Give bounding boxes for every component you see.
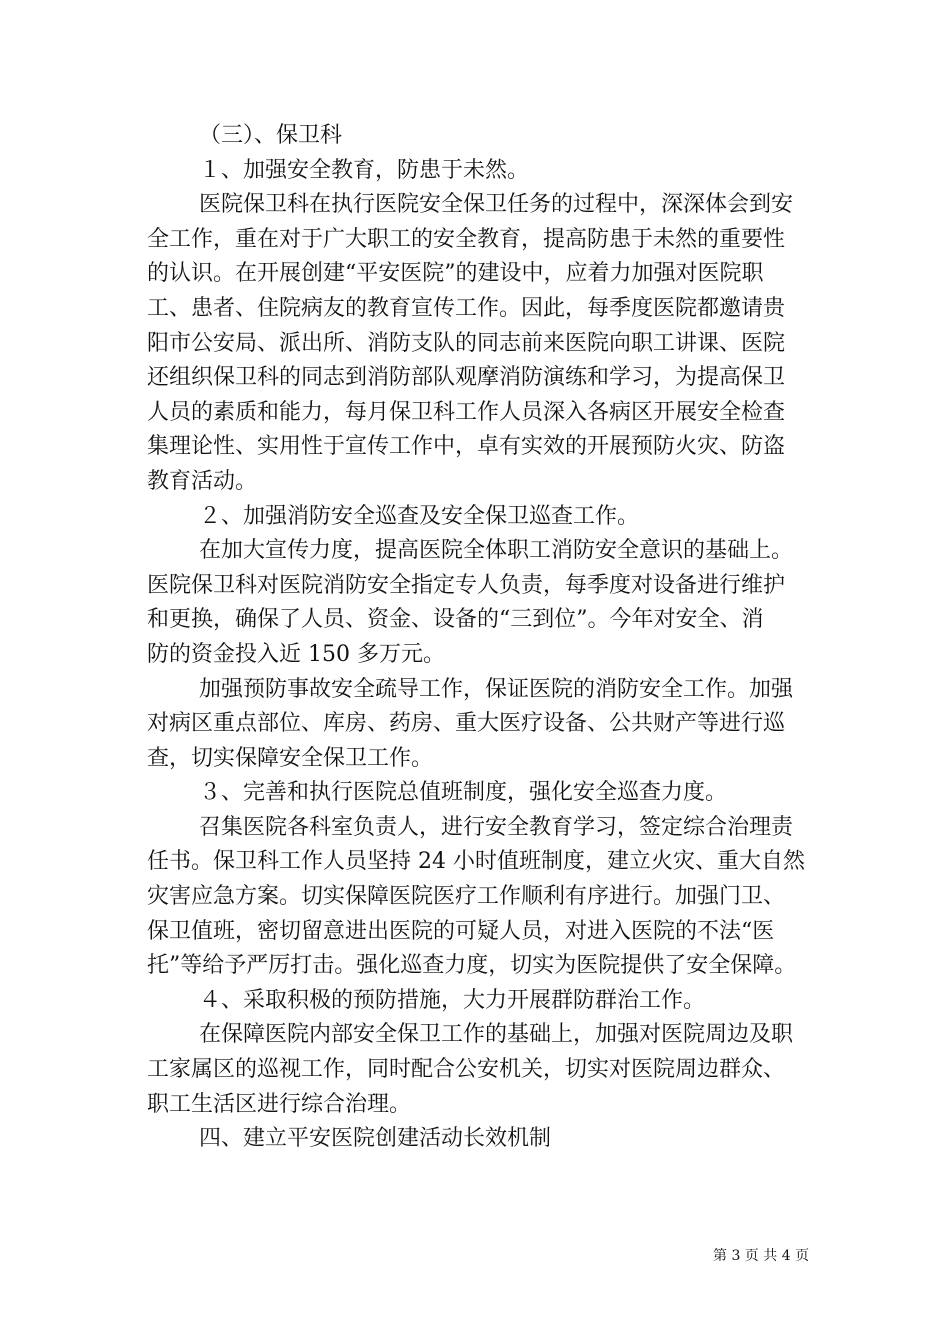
text-line: 全工作，重在对于广大职工的安全教育，提高防患于未然的重要性 [147,226,786,252]
page-number: 第 3 页 共 4 页 [713,1248,810,1264]
text-line: 工家属区的巡视工作，同时配合公安机关，切实对医院周边群众、 [147,1057,786,1083]
text-line: 任书。保卫科工作人员坚持 24 小时值班制度，建立火灾、重大自然 [147,849,805,875]
text-line: （三）、保卫科 [199,123,343,148]
text-line: 还组织保卫科的同志到消防部队观摩消防演练和学习，为提高保卫 [147,365,786,391]
text-line: 在保障医院内部安全保卫工作的基础上，加强对医院周边及职 [199,1022,794,1048]
text-line: 对病区重点部位、库房、药房、重大医疗设备、公共财产等进行巡 [147,711,786,737]
text-line: 保卫值班，密切留意进出医院的可疑人员，对进入医院的不法“医 [147,918,775,944]
text-line: 防的资金投入近 150 多万元。 [147,641,445,667]
text-line: 四、建立平安医院创建活动长效机制 [199,1126,552,1152]
text-line: 人员的素质和能力，每月保卫科工作人员深入各病区开展安全检查 [147,399,786,425]
text-line: 阳市公安局、派出所、消防支队的同志前来医院向职工讲课、医院 [147,330,786,356]
text-line: ３、完善和执行医院总值班制度，强化安全巡查力度。 [199,780,728,806]
text-line: 在加大宣传力度，提高医院全体职工消防安全意识的基础上。 [199,538,794,564]
text-line: 职工生活区进行综合治理。 [147,1091,412,1117]
text-line: 加强预防事故安全疏导工作，保证医院的消防安全工作。加强 [199,676,794,702]
text-line: 召集医院各科室负责人，进行安全教育学习，签定综合治理责 [199,814,794,840]
text-line: 医院保卫科在执行医院安全保卫任务的过程中，深深体会到安 [199,192,794,218]
text-line: １、加强安全教育，防患于未然。 [199,157,530,183]
document-body [147,119,807,1157]
text-line: 教育活动。 [147,468,258,494]
text-line: 集理论性、实用性于宣传工作中，卓有实效的开展预防火灾、防盗 [147,434,786,460]
text-line: 查，切实保障安全保卫工作。 [147,745,434,771]
text-line: ２、加强消防安全巡查及安全保卫巡查工作。 [199,503,640,529]
text-line: ４、采取积极的预防措施，大力开展群防群治工作。 [199,987,706,1013]
text-line: 托”等给予严厉打击。强化巡查力度，切实为医院提供了安全保障。 [147,953,797,979]
text-line: 和更换，确保了人员、资金、设备的“三到位”。今年对安全、消 [147,607,764,633]
text-line: 灾害应急方案。切实保障医院医疗工作顺利有序进行。加强门卫、 [147,884,786,910]
text-line: 医院保卫科对医院消防安全指定专人负责，每季度对设备进行维护 [147,572,786,598]
text-line: 的认识。在开展创建“平安医院”的建设中，应着力加强对医院职 [147,261,764,287]
text-line: 工、患者、住院病友的教育宣传工作。因此，每季度医院都邀请贵 [147,295,786,321]
